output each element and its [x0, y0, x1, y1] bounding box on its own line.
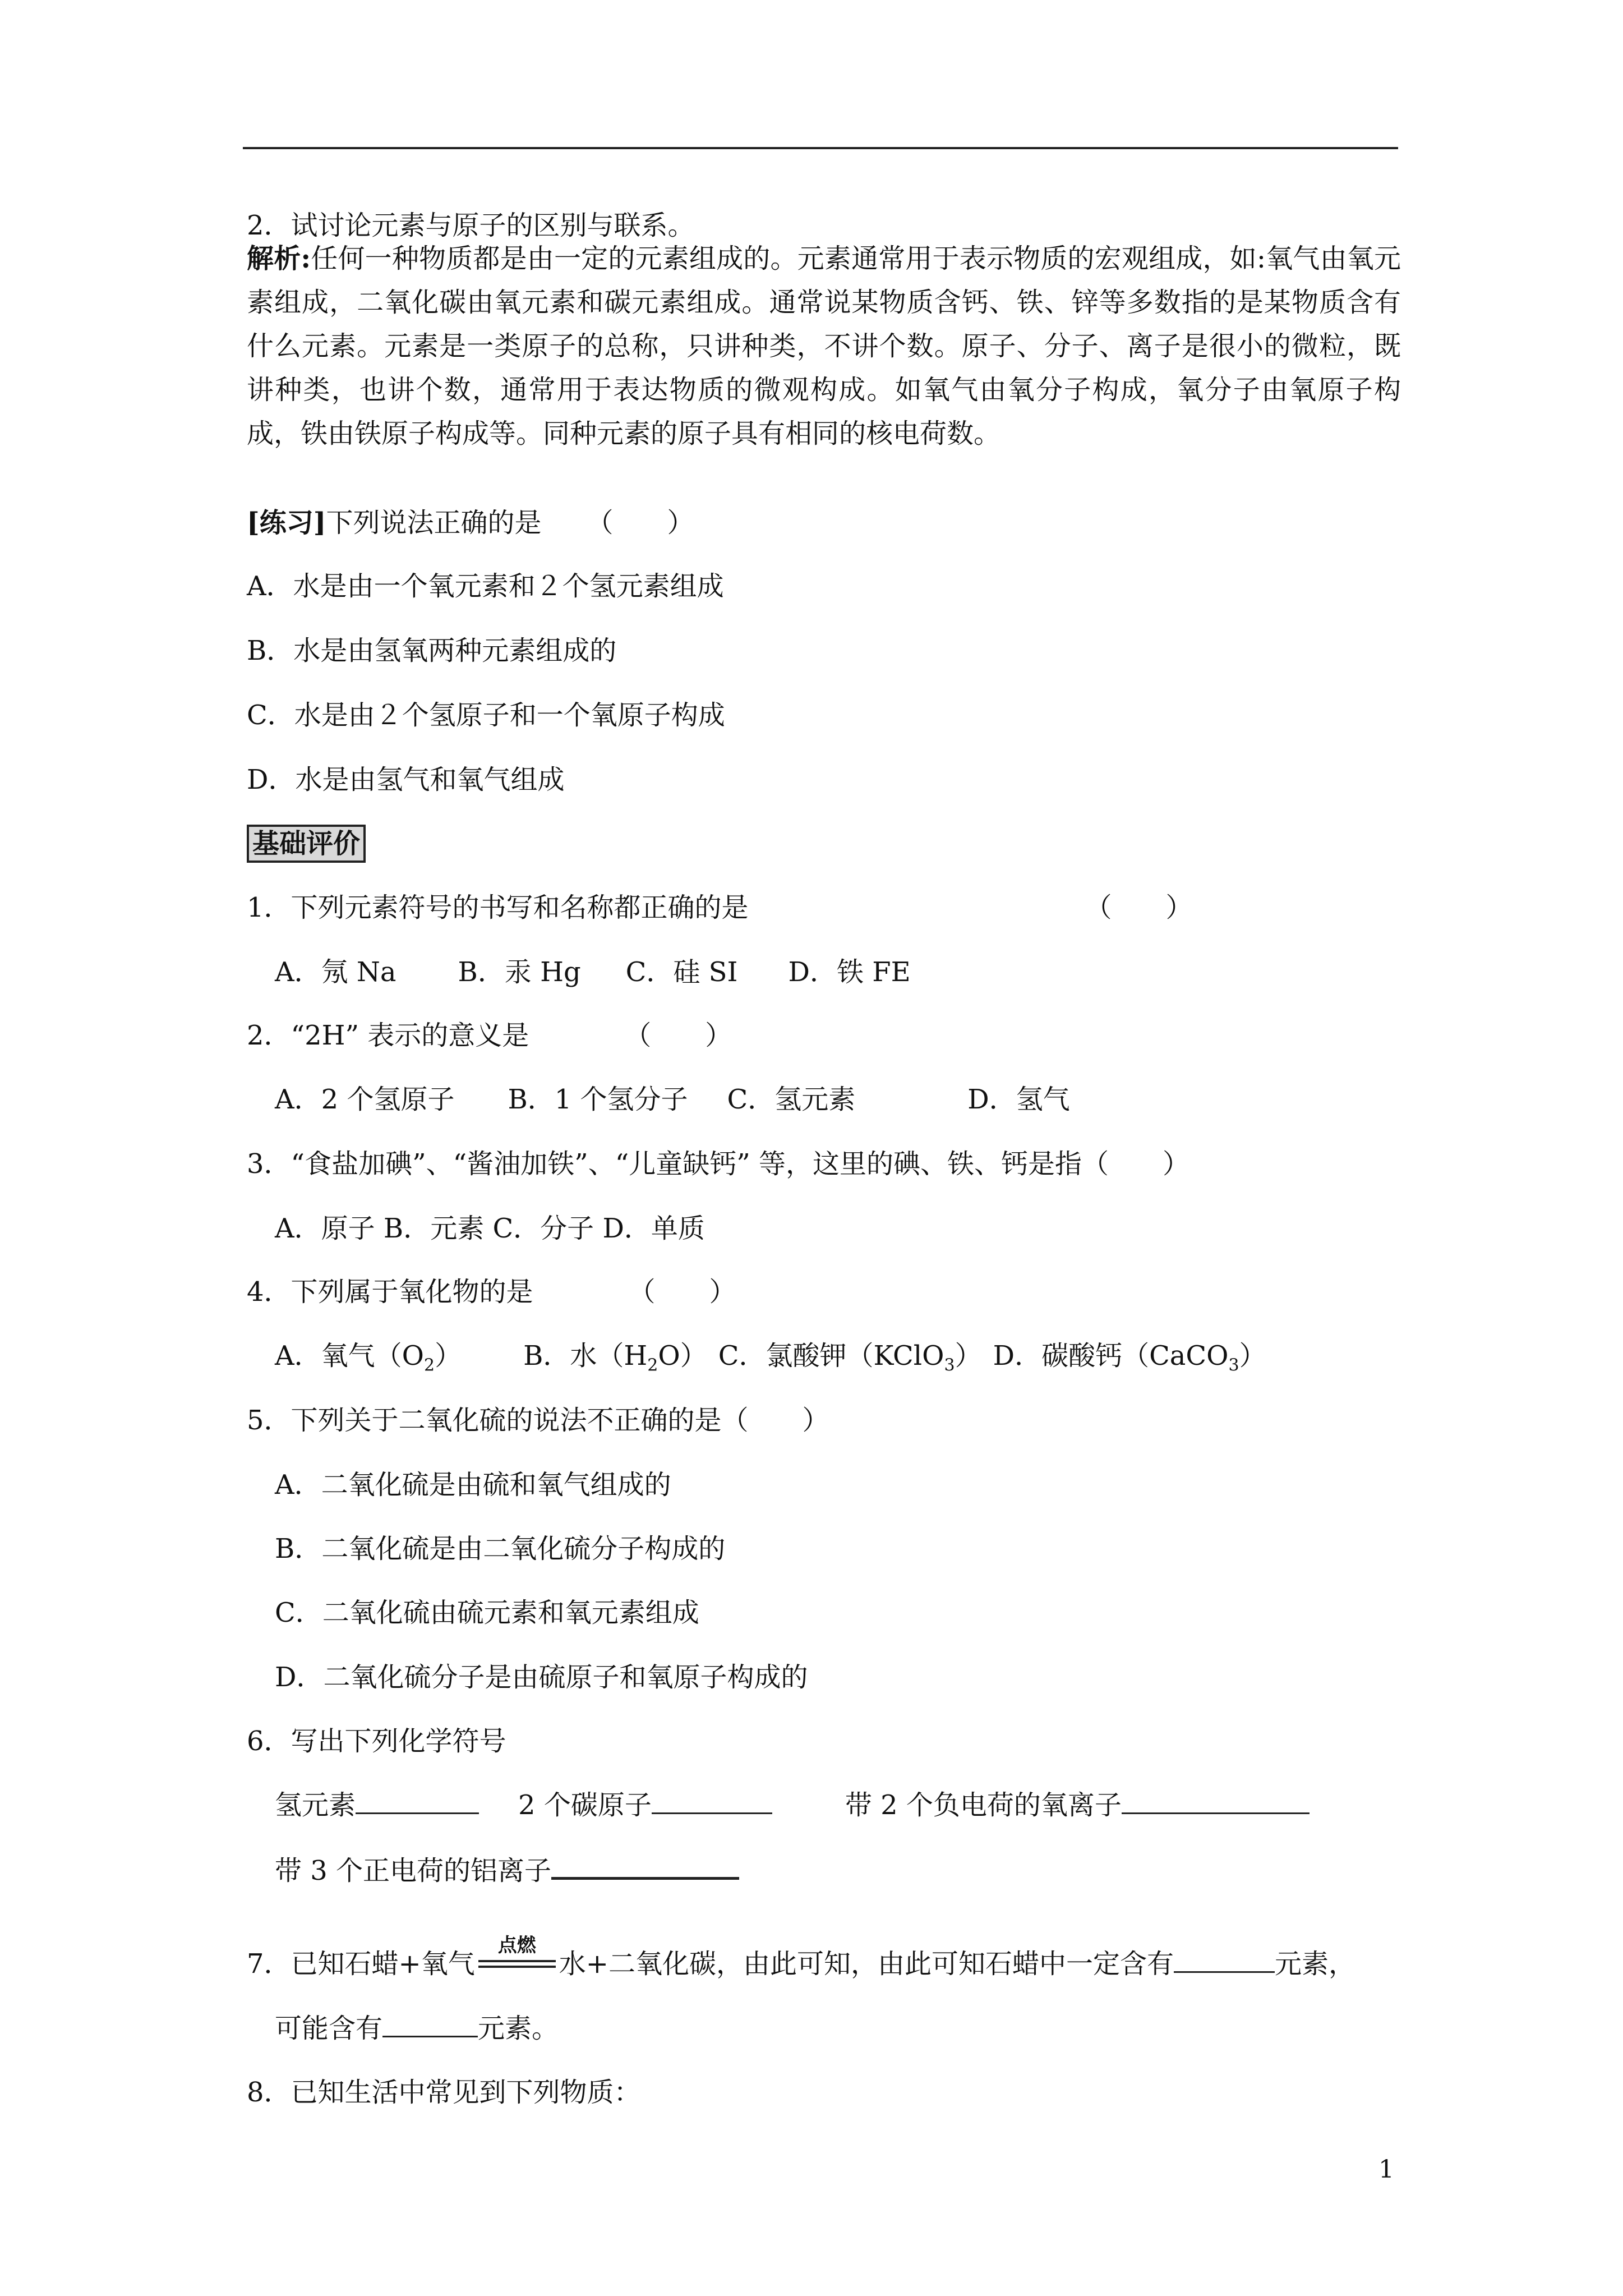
q3-options: A．原子 B．元素 C．分子 D．单质 — [275, 1213, 705, 1244]
section-title-box: 基础评价 — [247, 825, 366, 863]
practice-paren: （ ） — [586, 507, 694, 539]
q6-blank-4[interactable] — [551, 1852, 739, 1880]
q4-paren: （ ） — [628, 1276, 736, 1308]
analysis-label: 解析: — [247, 243, 311, 274]
q6-blank-2[interactable] — [652, 1788, 772, 1814]
header-rule — [243, 147, 1398, 149]
question-2-title: 2．试讨论元素与原子的区别与联系。 — [247, 210, 695, 241]
practice-option-a: A．水是由一个氧元素和２个氢元素组成 — [247, 570, 724, 602]
q4-stem-line — [247, 1275, 736, 1309]
practice-stem: 下列说法正确的是 — [326, 507, 542, 539]
q7-part-2: 水+二氧化碳，由此可知，由此可知石蜡中一定含有 — [559, 1948, 1174, 1980]
practice-option-b: B．水是由氢氧两种元素组成的 — [247, 635, 617, 666]
q1-paren: （ ） — [1085, 892, 1193, 923]
q3-stem: 3．“食盐加碘”、“酱油加铁”、“儿童缺钙” 等，这里的碘、铁、钙是指（ ） — [247, 1148, 1190, 1180]
q1-option-d: D．铁 FE — [788, 956, 911, 988]
practice-question — [247, 506, 694, 540]
q6-item-aluminum-ion: 带 3 个正电荷的铝离子 — [275, 1855, 552, 1887]
q7-part-4: 可能含有 — [275, 2013, 383, 2044]
q6-row-2 — [275, 1852, 739, 1888]
q2-option-b: B．1 个氢分子 — [508, 1084, 688, 1115]
q7-part-3: 元素， — [1275, 1948, 1356, 1980]
q2-options — [275, 1083, 1070, 1116]
q6-blank-1[interactable] — [356, 1788, 479, 1814]
q1-option-c: C．硅 SI — [625, 956, 738, 988]
q5-option-c: C．二氧化硫由硫元素和氧元素组成 — [275, 1597, 699, 1628]
q4-option-d: D．碳酸钙（CaCO$_3$） — [993, 1340, 1266, 1375]
q7-line-1 — [247, 1934, 1356, 1981]
q5-stem: 5．下列关于二氧化硫的说法不正确的是（ ） — [247, 1405, 829, 1436]
q7-blank-1[interactable] — [1174, 1947, 1275, 1973]
q6-item-carbon-atoms: 2 个碳原子 — [518, 1789, 652, 1821]
q2-option-d: D．氢气 — [967, 1084, 1070, 1115]
q6-row-1 — [275, 1788, 1310, 1822]
practice-option-d: D．水是由氢气和氧气组成 — [247, 764, 565, 795]
q1-option-a: A．氖 Na — [275, 956, 396, 988]
q7-line-2 — [275, 2011, 559, 2045]
analysis-text: 任何一种物质都是由一定的元素组成的。元素通常用于表示物质的宏观组成，如:氧气由氧元素组成，二氧化碳由氧元素和碳元素组成。通常说某物质含钙、铁、锌等多数指的是某物质含有什么元素。元素是一类原子的总称，只讲种类，不讲个数。原子、分子、离子是很小的微粒，既讲种类，也讲个数，通常用于表达物质的微观构成。如氧气由氧分子构成，氧分子由氧原子构成，铁由铁原子构成等。同种元素的原子具有相同的核电荷数。 — [247, 243, 1401, 449]
practice-option-c: C．水是由２个氢原子和一个氧原子构成 — [247, 700, 725, 731]
analysis-paragraph — [247, 237, 1401, 455]
q1-stem: 1．下列元素符号的书写和名称都正确的是 — [247, 892, 749, 923]
q6-blank-3[interactable] — [1122, 1788, 1310, 1814]
q2-stem-line — [247, 1019, 732, 1052]
q6-item-hydrogen-element: 氢元素 — [275, 1789, 356, 1821]
q4-option-b: B．水$(H_2O)$ — [523, 1340, 707, 1375]
q2-option-c: C．氢元素 — [727, 1084, 856, 1115]
practice-tag: [练习] — [247, 507, 326, 539]
q1-stem-line — [247, 891, 1193, 924]
q1-options — [275, 955, 911, 989]
q6-stem: 6．写出下列化学符号 — [247, 1726, 506, 1757]
q8-stem: 8．已知生活中常见到下列物质： — [247, 2077, 641, 2108]
q5-option-b: B．二氧化硫是由二氧化硫分子构成的 — [275, 1533, 726, 1565]
q1-option-b: B．汞 Hg — [458, 956, 581, 988]
q7-blank-2[interactable] — [382, 2011, 478, 2037]
q5-option-a: A．二氧化硫是由硫和氧气组成的 — [275, 1469, 671, 1501]
reaction-arrow — [475, 1934, 559, 1980]
q4-stem: 4．下列属于氧化物的是 — [247, 1276, 533, 1308]
q2-option-a: A．2 个氢原子 — [275, 1084, 455, 1115]
page-number: 1 — [1378, 2155, 1394, 2184]
q4-option-c: C．氯酸钾（KClO$_3$） — [718, 1340, 982, 1375]
q2-stem: 2．“2H” 表示的意义是 — [247, 1020, 529, 1051]
reaction-condition: 点燃 — [497, 1934, 536, 1957]
q4-options — [275, 1339, 1266, 1383]
q4-option-a: A．氧气$(O_2)$ — [275, 1340, 462, 1375]
section-title — [247, 827, 366, 861]
q7-part-5: 元素。 — [478, 2013, 559, 2044]
q6-item-oxide-ion: 带 2 个负电荷的氧离子 — [845, 1789, 1122, 1821]
q5-option-d: D．二氧化硫分子是由硫原子和氧原子构成的 — [275, 1662, 808, 1693]
q7-part-1: 7．已知石蜡+氧气 — [247, 1948, 475, 1980]
q2-paren: （ ） — [624, 1020, 732, 1051]
